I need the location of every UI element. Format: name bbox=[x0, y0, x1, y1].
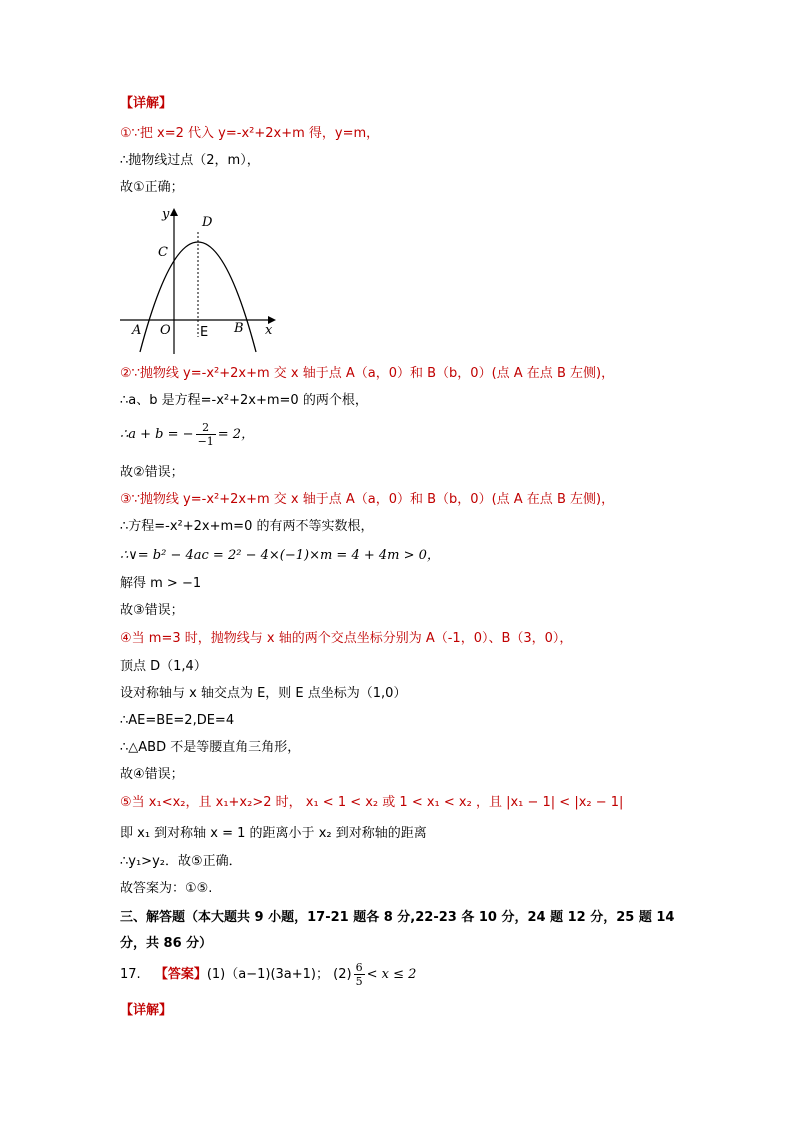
item1-line2: ∴抛物线过点（2，m）， bbox=[120, 153, 260, 168]
parabola-figure bbox=[118, 202, 278, 361]
section3-line1: 三、解答题（本大题共 9 小题，17-21 题各 8 分,22-23 各 10 分，24 题 12 分，25 题 14 bbox=[120, 910, 675, 925]
item3-line2: ∴方程=-x²+2x+m=0 的有两不等实数根， bbox=[120, 519, 374, 534]
sum-fraction-den: −1 bbox=[197, 435, 214, 448]
item5-line1: ⑤当 x₁<x₂，且 x₁+x₂>2 时， x₁ < 1 < x₂ 或 1 < x₁ < x₂ ，且 |x₁ − 1| < |x₂ − 1| bbox=[120, 795, 624, 810]
y-axis-arrow-icon bbox=[170, 208, 178, 216]
item4-line6: 故④错误； bbox=[120, 767, 184, 782]
item4-line3: 设对称轴与 x 轴交点为 E，则 E 点坐标为（1,0） bbox=[120, 686, 407, 701]
q17-number: 17. bbox=[120, 967, 141, 982]
label-D: D bbox=[202, 215, 213, 230]
item3-line5: 故③错误； bbox=[120, 603, 184, 618]
q17-answer bbox=[120, 960, 416, 990]
item2-line1: ②∵抛物线 y=-x²+2x+m 交 x 轴于点 A（a，0）和 B（b，0）(点 A 在点 B 左侧)， bbox=[120, 366, 615, 381]
detail-heading: 【详解】 bbox=[120, 96, 173, 111]
label-E: E bbox=[200, 325, 209, 340]
parabola-graph bbox=[118, 202, 278, 357]
label-B: B bbox=[234, 321, 244, 336]
q17-part2: < x ≤ 2 bbox=[366, 967, 417, 982]
label-O: O bbox=[160, 323, 171, 338]
item2-line4: 故②错误； bbox=[120, 465, 184, 480]
item5-line3: ∴y₁>y₂．故⑤正确． bbox=[120, 854, 242, 869]
section3-line2: 分，共 86 分） bbox=[120, 936, 213, 951]
label-C: C bbox=[158, 245, 168, 260]
item3-line1: ③∵抛物线 y=-x²+2x+m 交 x 轴于点 A（a，0）和 B（b，0）(点 A 在点 B 左侧)， bbox=[120, 492, 615, 507]
item1-line1: ①∵把 x=2 代入 y=-x²+2x+m 得，y=m， bbox=[120, 126, 380, 141]
sum-fraction-num: 2 bbox=[196, 421, 216, 435]
q17-fraction bbox=[354, 961, 365, 988]
item4-line4: ∴AE=BE=2,DE=4 bbox=[120, 713, 235, 728]
answer-tag: 【答案】 bbox=[154, 967, 207, 982]
label-x: x bbox=[265, 323, 273, 338]
item4-line2: 顶点 D（1,4） bbox=[120, 659, 207, 674]
item2-sum bbox=[120, 420, 254, 450]
item5-line2: 即 x₁ 到对称轴 x = 1 的距离小于 x₂ 到对称轴的距离 bbox=[120, 826, 427, 841]
sum-suffix: = 2， bbox=[217, 427, 255, 442]
item4-line5: ∴△ABD 不是等腰直角三角形， bbox=[120, 740, 301, 755]
q17-fraction-den: 5 bbox=[355, 975, 363, 988]
q17-fraction-num: 6 bbox=[355, 961, 363, 974]
label-A: A bbox=[132, 323, 142, 338]
detail-heading-2: 【详解】 bbox=[120, 1003, 173, 1018]
label-y: y bbox=[162, 207, 170, 222]
item3-line3: ∴∨= b² − 4ac = 2² − 4×(−1)×m = 4 + 4m > 0， bbox=[120, 548, 440, 563]
item4-line1: ④当 m=3 时，抛物线与 x 轴的两个交点坐标分别为 A（-1，0）、B（3，0）， bbox=[120, 631, 573, 646]
q17-part2-label: (2) bbox=[333, 967, 352, 982]
sum-prefix: ∴a + b = − bbox=[120, 427, 194, 442]
sum-fraction bbox=[196, 421, 216, 448]
item1-line3: 故①正确； bbox=[120, 180, 184, 195]
item2-line2: ∴a、b 是方程=-x²+2x+m=0 的两个根， bbox=[120, 393, 368, 408]
item3-line4: 解得 m > −1 bbox=[120, 576, 202, 591]
q17-part1: (1)（a−1)(3a+1)； bbox=[206, 967, 330, 982]
item5-line4: 故答案为：①⑤. bbox=[120, 881, 213, 896]
